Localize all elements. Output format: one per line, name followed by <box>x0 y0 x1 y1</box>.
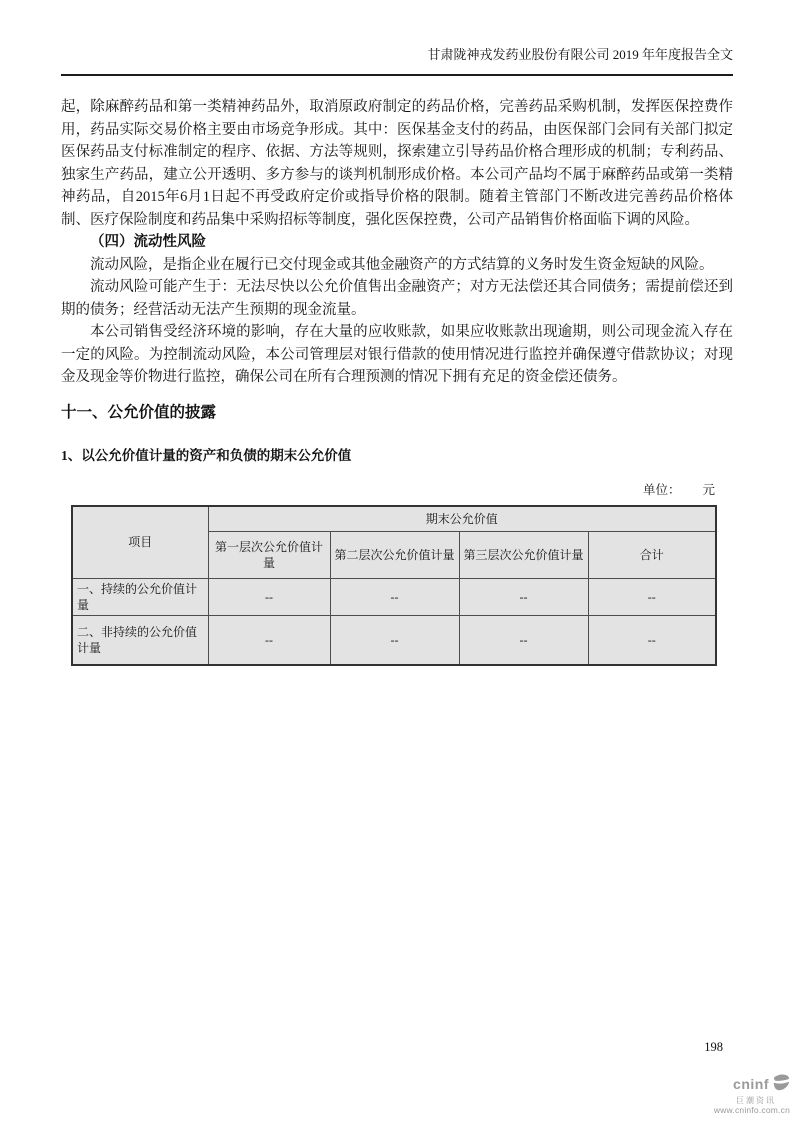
table-header-level2: 第二层次公允价值计量 <box>330 532 459 579</box>
cell-value: -- <box>588 579 716 616</box>
unit-label: 单位： <box>642 482 681 497</box>
page-content <box>61 96 733 666</box>
paragraph-liquidity-1: 流动风险，是指企业在履行已交付现金或其他金融资产的方式结算的义务时发生资金短缺的风险。 <box>90 256 714 273</box>
cell-value: -- <box>208 616 330 665</box>
unit-note <box>61 483 715 498</box>
table-row <box>72 579 716 616</box>
cninfo-watermark <box>704 1074 790 1115</box>
fair-value-table <box>71 505 717 666</box>
cninfo-subtitle: 巨潮资讯 <box>736 1095 776 1105</box>
cninfo-swirl-icon <box>771 1074 790 1095</box>
paragraph-liquidity-2: 流动风险可能产生于：无法尽快以公允价值售出金融资产；对方无法偿还其合同债务；需提前偿还到期的债务；经营活动无法产生预期的现金流量。 <box>61 279 733 318</box>
cell-value: -- <box>208 579 330 616</box>
subsection-heading-fair-value: 1、以公允价值计量的资产和负债的期末公允价值 <box>61 447 352 463</box>
unit-value: 元 <box>702 482 715 497</box>
subheading-liquidity-risk: （四）流动性风险 <box>90 234 206 250</box>
table-header-group: 期末公允价值 <box>208 506 716 532</box>
report-title: 甘肃陇神戎发药业股份有限公司 2019 年年度报告全文 <box>427 47 733 62</box>
row-label-continuous: 一、持续的公允价值计量 <box>72 579 208 616</box>
row-label-noncontinuous: 二、非持续的公允价值计量 <box>72 616 208 665</box>
cell-value: -- <box>459 616 588 665</box>
table-header-level3: 第三层次公允价值计量 <box>459 532 588 579</box>
section-heading-fair-value: 十一、公允价值的披露 <box>61 403 217 421</box>
table-header-level1: 第一层次公允价值计量 <box>208 532 330 579</box>
running-header <box>61 0 733 76</box>
cell-value: -- <box>588 616 716 665</box>
cell-value: -- <box>330 616 459 665</box>
table-header-item: 项目 <box>72 506 208 579</box>
page-number: 198 <box>704 1040 723 1054</box>
cell-value: -- <box>459 579 588 616</box>
cninfo-url: www.cninfo.com.cn <box>713 1104 790 1115</box>
table-header-total: 合计 <box>588 532 716 579</box>
paragraph-price-risk: 起，除麻醉药品和第一类精神药品外，取消原政府制定的药品价格，完善药品采购机制，发挥医保控费作用，药品实际交易价格主要由市场竞争形成。其中：医保基金支付的药品，由医保部门会同有关部门拟定医保药品支付标准制定的程序、依据、方法等规则，探索建立引导药品价格合理形成的机制；专利药品、独家生产药品，建立公开透明、多方参与的谈判机制形成价格。本公司产品均不属于麻醉药品或第一类精神药品，自2015年6月1日起不再受政府定价或指导价格的限制。随着主管部门不断改进完善药品价格体制、医疗保险制度和药品集中采购招标等制度，强化医保控费，公司产品销售价格面临下调的风险。 <box>61 99 733 228</box>
cninfo-brand-text: cninf <box>733 1076 769 1092</box>
cell-value: -- <box>330 579 459 616</box>
paragraph-liquidity-3: 本公司销售受经济环境的影响，存在大量的应收账款，如果应收账款出现逾期，则公司现金流入存在一定的风险。为控制流动风险，本公司管理层对银行借款的使用情况进行监控并确保遵守借款协议；对现金及现金等价物进行监控，确保公司在所有合理预测的情况下拥有充足的资金偿还债务。 <box>61 324 733 385</box>
table-row <box>72 616 716 665</box>
